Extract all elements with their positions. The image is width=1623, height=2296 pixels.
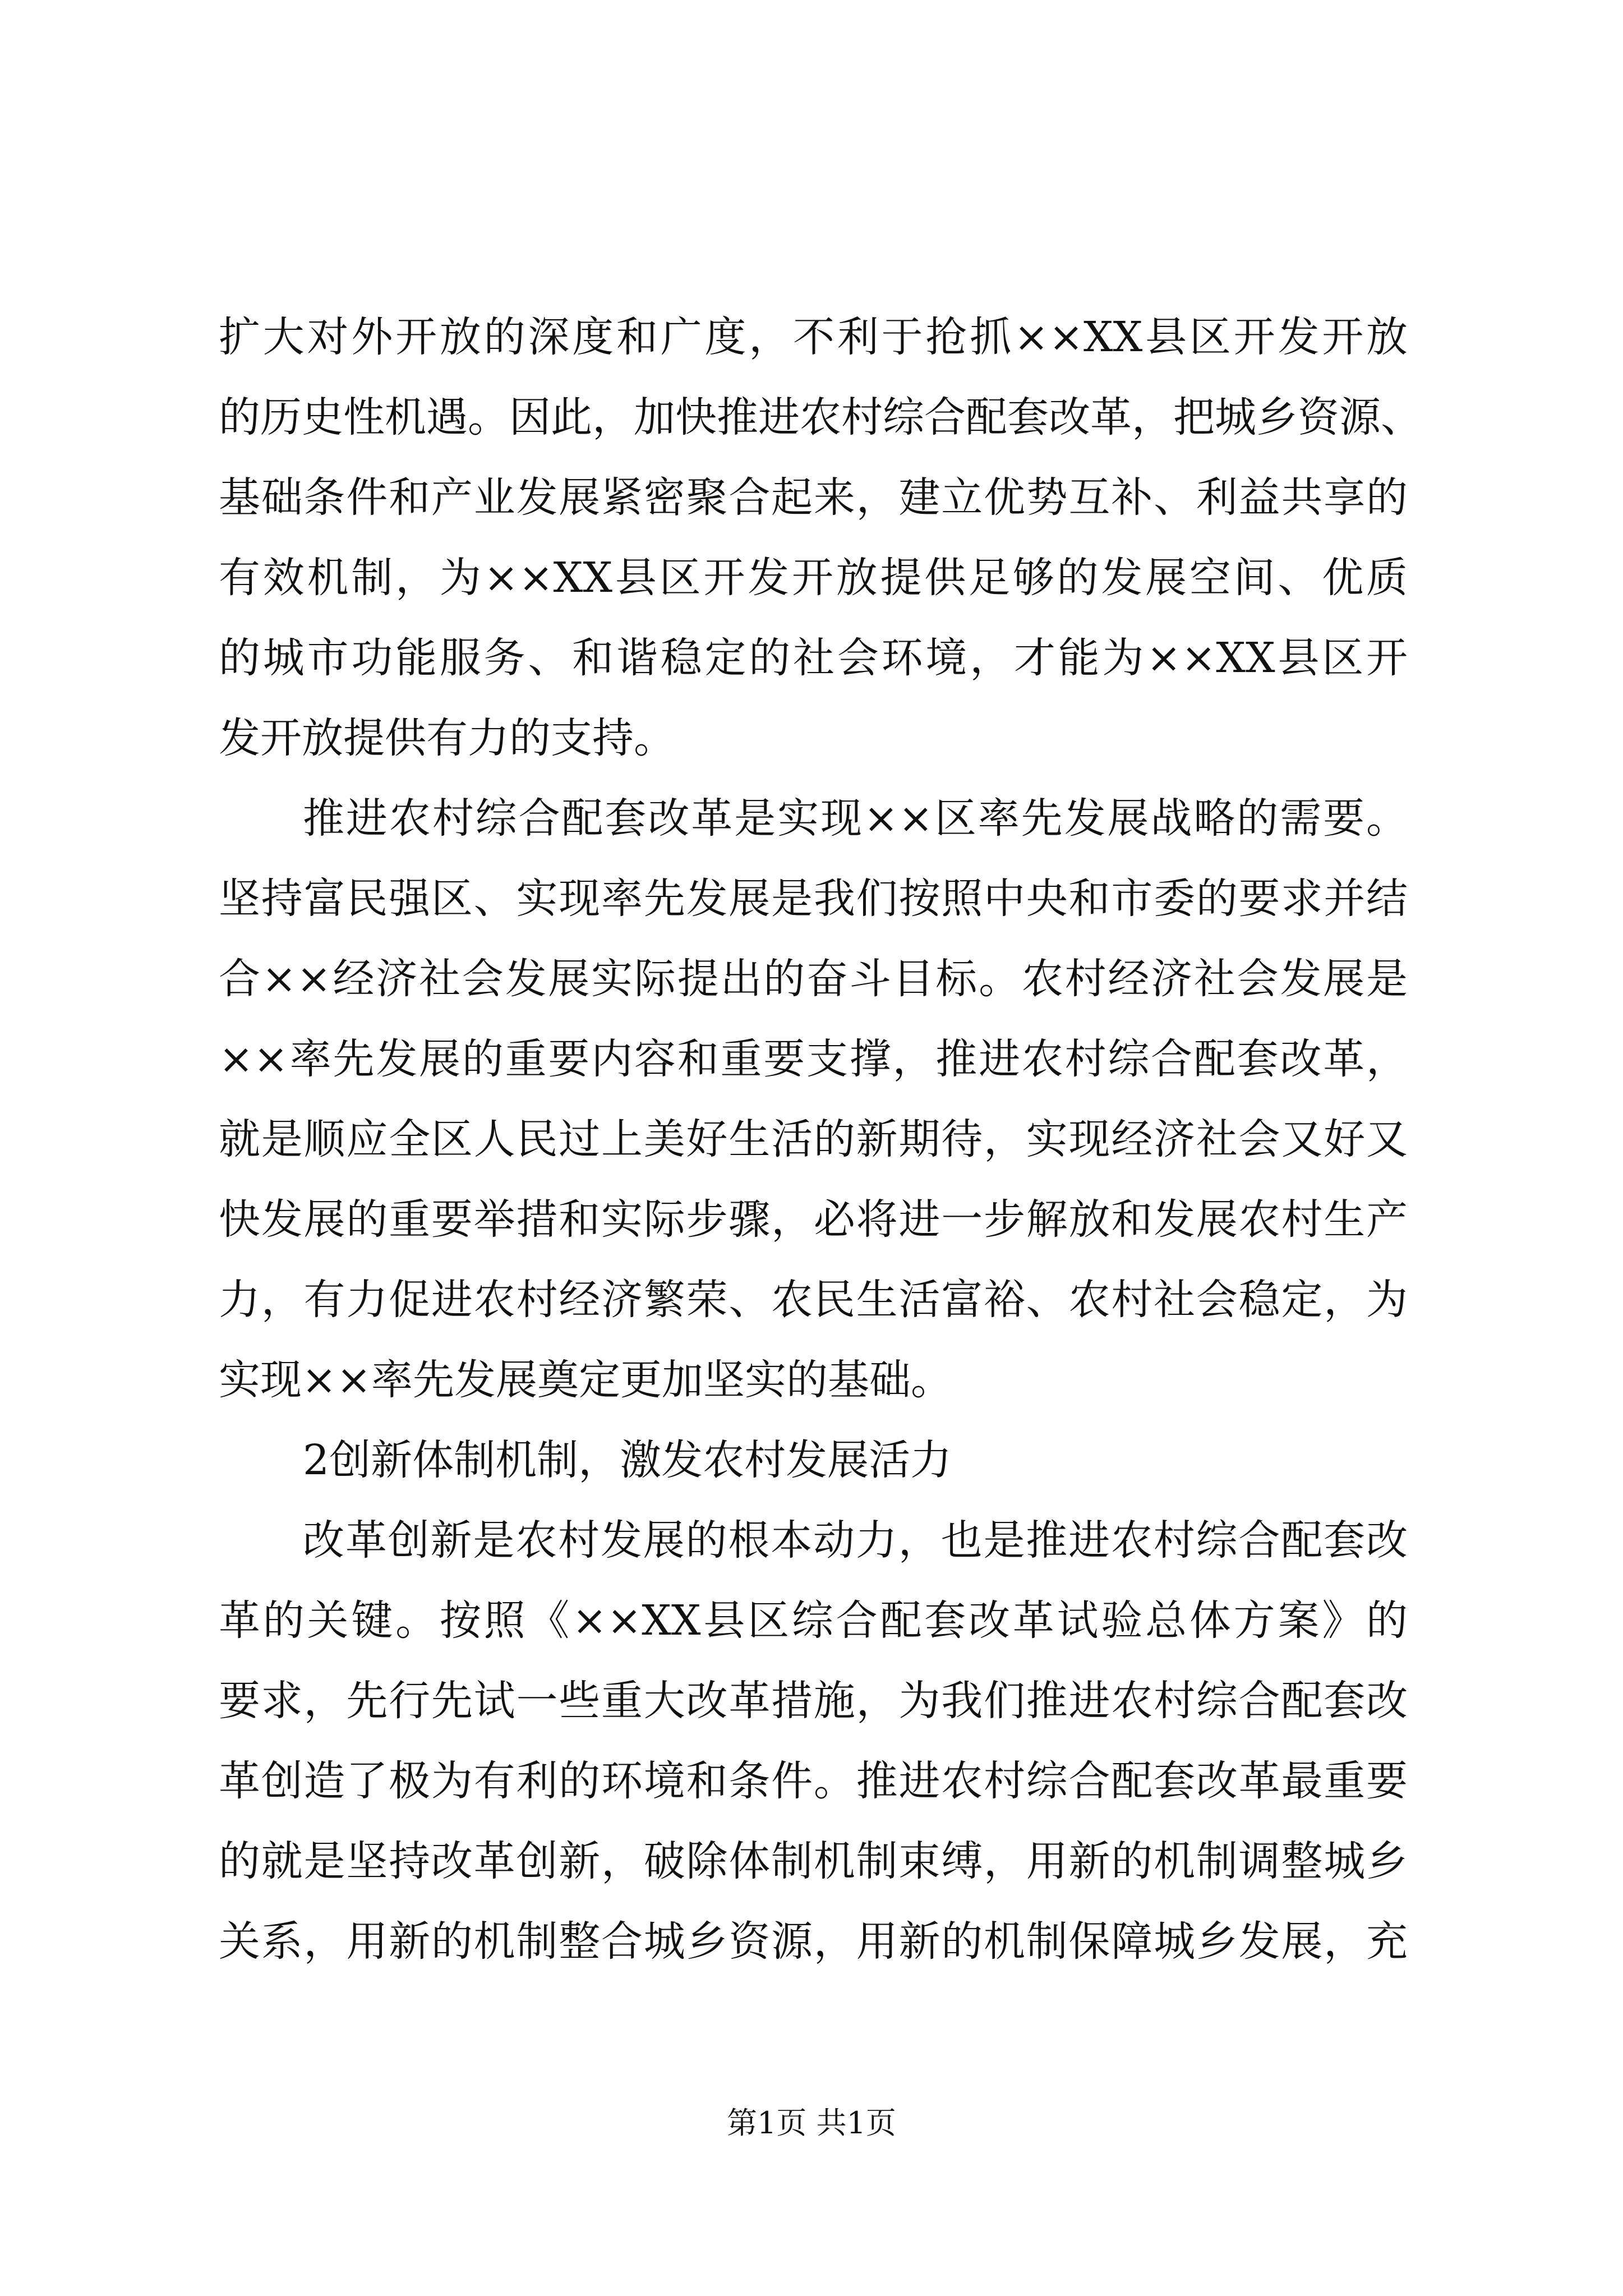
text-line: 坚持富民强区、实现率先发展是我们按照中央和市委的要求并结	[219, 875, 1408, 923]
text-line: 基础条件和产业发展紧密聚合起来，建立优势互补、利益共享的	[219, 473, 1408, 522]
text-line: 发开放提供有力的支持。	[219, 714, 675, 762]
text-line: 革的关键。按照《××XX县区综合配套改革试验总体方案》的	[219, 1596, 1408, 1645]
text-line: 的就是坚持改革创新，破除体制机制束缚，用新的机制调整城乡	[219, 1837, 1408, 1885]
text-line: 就是顺应全区人民过上美好生活的新期待，实现经济社会又好又	[219, 1115, 1408, 1163]
text-line: 改革创新是农村发展的根本动力，也是推进农村综合配套改	[303, 1516, 1408, 1565]
text-line: 的城市功能服务、和谐稳定的社会环境，才能为××XX县区开	[219, 634, 1408, 682]
text-line: 快发展的重要举措和实际步骤，必将进一步解放和发展农村生产	[219, 1195, 1408, 1244]
text-line: 合××经济社会发展实际提出的奋斗目标。农村经济社会发展是	[219, 955, 1408, 1003]
text-line: 实现××率先发展奠定更加坚实的基础。	[219, 1356, 953, 1404]
text-line: 要求，先行先试一些重大改革措施，为我们推进农村综合配套改	[219, 1677, 1408, 1725]
text-line: 的历史性机遇。因此，加快推进农村综合配套改革，把城乡资源、	[219, 393, 1422, 441]
text-line: ××率先发展的重要内容和重要支撑，推进农村综合配套改革，	[219, 1035, 1408, 1083]
document-body	[219, 297, 1422, 1982]
text-line: 扩大对外开放的深度和广度，不利于抢抓××XX县区开发开放	[219, 313, 1408, 361]
text-line: 力，有力促进农村经济繁荣、农民生活富裕、农村社会稳定，为	[219, 1276, 1408, 1324]
page-number: 第1页 共1页	[727, 2105, 896, 2141]
text-line: 有效机制，为××XX县区开发开放提供足够的发展空间、优质	[219, 554, 1408, 602]
text-line: 推进农村综合配套改革是实现××区率先发展战略的需要。	[303, 794, 1408, 843]
text-line: 革创造了极为有利的环境和条件。推进农村综合配套改革最重要	[219, 1757, 1408, 1805]
text-line: 关系，用新的机制整合城乡资源，用新的机制保障城乡发展，充	[219, 1917, 1408, 1966]
section-heading: 2创新体制机制，激发农村发展活力	[303, 1436, 952, 1484]
